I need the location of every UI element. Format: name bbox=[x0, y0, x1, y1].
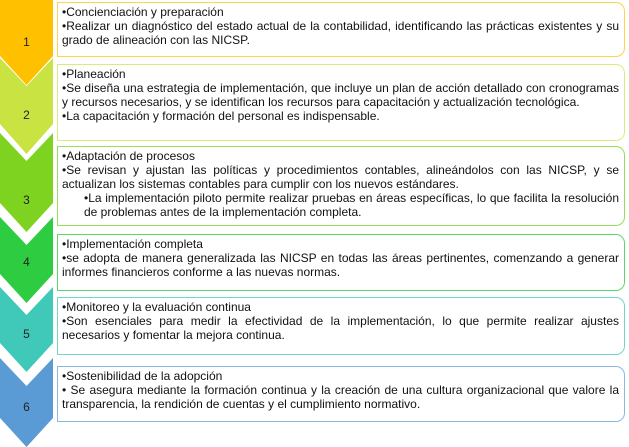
step-6-heading: •Sostenibilidad de la adopción bbox=[62, 369, 223, 383]
step-3-heading: •Adaptación de procesos bbox=[62, 149, 195, 163]
step-5-heading: •Monitoreo y la evaluación continua bbox=[62, 300, 251, 314]
step-5-point-1: •Son esenciales para medir la efectividad de la implementación, lo que permite realizar ajustes necesarios y fomentar la mejora continua. bbox=[62, 314, 619, 342]
step-3-box bbox=[57, 146, 625, 226]
step-4-heading: •Implementación completa bbox=[62, 237, 203, 251]
step-6-box bbox=[57, 366, 625, 422]
step-6-point-1: • Se asegura mediante la formación continua y la creación de una cultura organizacional que valore la transparencia, la rendición de cuentas y el cumplimiento normativo. bbox=[62, 383, 619, 411]
step-4-number: 4 bbox=[23, 255, 30, 269]
step-1-heading: •Concienciación y preparación bbox=[62, 5, 224, 19]
step-3-number: 3 bbox=[23, 193, 30, 207]
step-1-number: 1 bbox=[23, 35, 30, 49]
step-5-box bbox=[57, 297, 625, 355]
step-2-box bbox=[57, 64, 625, 141]
step-6-number: 6 bbox=[23, 400, 30, 414]
step-2-point-2: •La capacitación y formación del personal es indispensable. bbox=[62, 109, 380, 123]
step-2-number: 2 bbox=[23, 108, 30, 122]
step-1-point-1: •Realizar un diagnóstico del estado actual de la contabilidad, identificando las prácticas existentes y su grado de alineación con las NICSP. bbox=[62, 19, 619, 47]
step-4-box bbox=[57, 234, 625, 291]
step-2-point-1: •Se diseña una estrategia de implementación, que incluye un plan de acción detallado con cronogramas y recursos necesarios, y se identifican los recursos para capacitación y actualización tecnológica. bbox=[62, 81, 619, 109]
step-2-heading: •Planeación bbox=[62, 67, 126, 81]
step-1-box bbox=[57, 2, 625, 57]
step-4-point-1: •se adopta de manera generalizada las NICSP en todas las áreas pertinentes, comenzando a generar informes financieros conforme a las nuevas normas. bbox=[62, 251, 619, 279]
step-3-point-2: •La implementación piloto permite realizar pruebas en áreas específicas, lo que facilita la resolución de problemas antes de la implementación completa. bbox=[84, 191, 619, 219]
step-5-number: 5 bbox=[23, 327, 30, 341]
step-3-point-1: •Se revisan y ajustan las políticas y procedimientos contables, alineándolos con las NICSP, y se actualizan los sistemas contables para cumplir con los nuevos estándares. bbox=[62, 163, 619, 191]
